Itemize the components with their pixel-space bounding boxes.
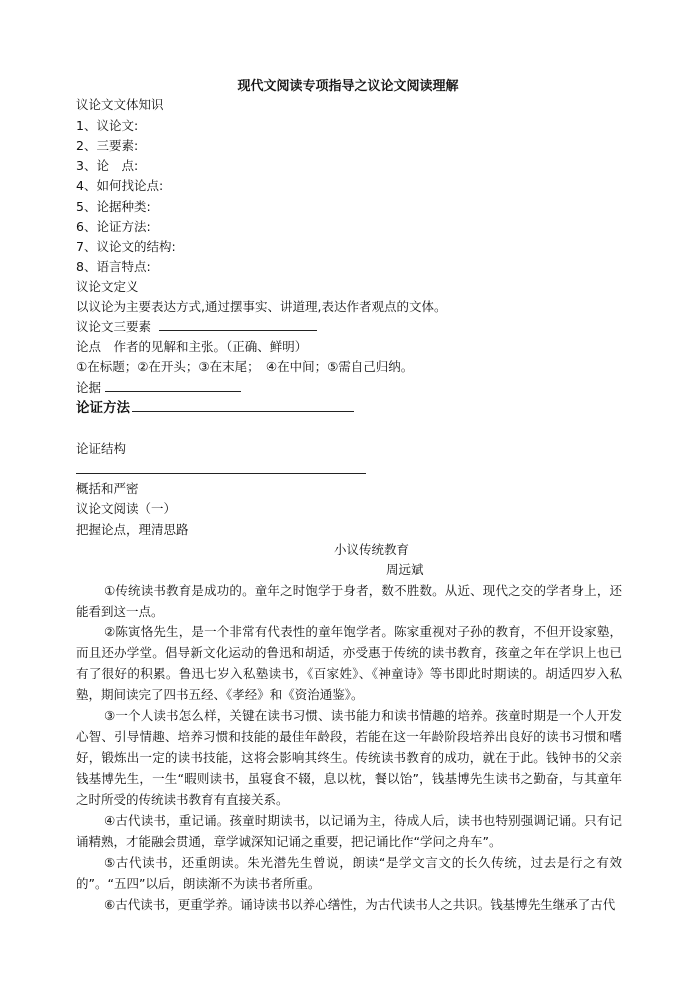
reading-label: 议论文阅读（一）	[76, 501, 177, 516]
paragraph-4: ④古代读书，重记诵。孩童时期读书，以记诵为主，待成人后，读书也特别强调记诵。只有记诵精熟，才能融会贯通，章学诚深知记诵之重要，把记诵比作“学问之舟车”。	[76, 813, 622, 849]
structure-label: 论证结构	[76, 441, 127, 456]
paragraph-2: ②陈寅恪先生，是一个非常有代表性的童年饱学者。陈家重视对子孙的教育，不但开设家塾，而且还办学堂。倡导新文化运动的鲁迅和胡适，亦受惠于传统的读书教育，孩童之年在学识上也已有了很好的积累。鲁迅七岁入私塾读书，《百家姓》、《神童诗》等书即此时期读的。胡适四岁入私塾，期间读完了四书五经、《孝经》和《资治通鉴》。	[76, 624, 622, 702]
knowledge-item-6: 6、论证方法:	[76, 219, 151, 234]
paragraph-3: ③一个人读书怎么样，关键在读书习惯、读书能力和读书情趣的培养。孩童时期是一个人开发心智、引导情趣、培养习惯和技能的最佳年龄段，若能在这一年龄阶段培养出良好的读书习惯和嗜好，锻炼出一定的读书技能，这将会影响其终生。传统读书教育的成功，就在于此。钱钟书的父亲钱基博先生，一生“暇则读书，虽寝食不辍，息以枕，餐以饴”，钱基博先生读书之勤奋，与其童年之时所受的传统读书教育有直接关系。	[76, 708, 622, 807]
blank-line	[105, 379, 241, 392]
article-title: 小议传统教育	[334, 542, 410, 557]
thesis-positions: ①在标题；②在开头；③在末尾； ④在中间；⑤需自己归纳。	[76, 359, 414, 374]
evidence-label: 论据	[76, 380, 102, 395]
evidence-line	[76, 379, 241, 397]
knowledge-item-5: 5、论据种类:	[76, 199, 151, 214]
knowledge-item-8: 8、语言特点:	[76, 259, 151, 274]
reading-tip: 把握论点，理清思路	[76, 522, 189, 537]
method-line	[76, 399, 354, 417]
knowledge-item-3: 3、论 点:	[76, 158, 139, 173]
knowledge-item-4: 4、如何找论点:	[76, 178, 164, 193]
definition-text: 以议论为主要表达方式,通过摆事实、讲道理,表达作者观点的文体。	[76, 299, 447, 314]
knowledge-item-1: 1、议论文:	[76, 118, 139, 133]
paragraph-5: ⑤古代读书，还重朗读。朱光潜先生曾说，朗读“是学文言文的长久传统，过去是行之有效的”。“五四”以后，朗读渐不为读书者所重。	[76, 855, 622, 891]
paragraph-1: ①传统读书教育是成功的。童年之时饱学于身者，数不胜数。从近、现代之交的学者身上，还能看到这一点。	[76, 583, 622, 619]
knowledge-item-2: 2、三要素:	[76, 138, 139, 153]
thesis-line: 论点 作者的见解和主张。（正确、鲜明）	[76, 339, 308, 354]
definition-heading: 议论文定义	[76, 279, 139, 294]
method-label: 论证方法	[76, 400, 130, 416]
document-title: 现代文阅读专项指导之议论文阅读理解	[237, 79, 459, 94]
blank-line	[76, 473, 366, 474]
blank-line	[132, 399, 354, 412]
knowledge-heading: 议论文文体知识	[76, 97, 164, 112]
language-label: 概括和严密	[76, 481, 139, 496]
knowledge-item-7: 7、议论文的结构:	[76, 239, 176, 254]
three-elements-line	[76, 318, 317, 336]
article-author: 周远斌	[386, 562, 424, 577]
three-elements-label: 议论文三要素	[76, 319, 152, 334]
paragraph-6: ⑥古代读书，更重学养。诵诗读书以养心缮性，为古代读书人之共识。钱基博先生继承了古代	[104, 897, 616, 912]
blank-line	[159, 318, 317, 331]
